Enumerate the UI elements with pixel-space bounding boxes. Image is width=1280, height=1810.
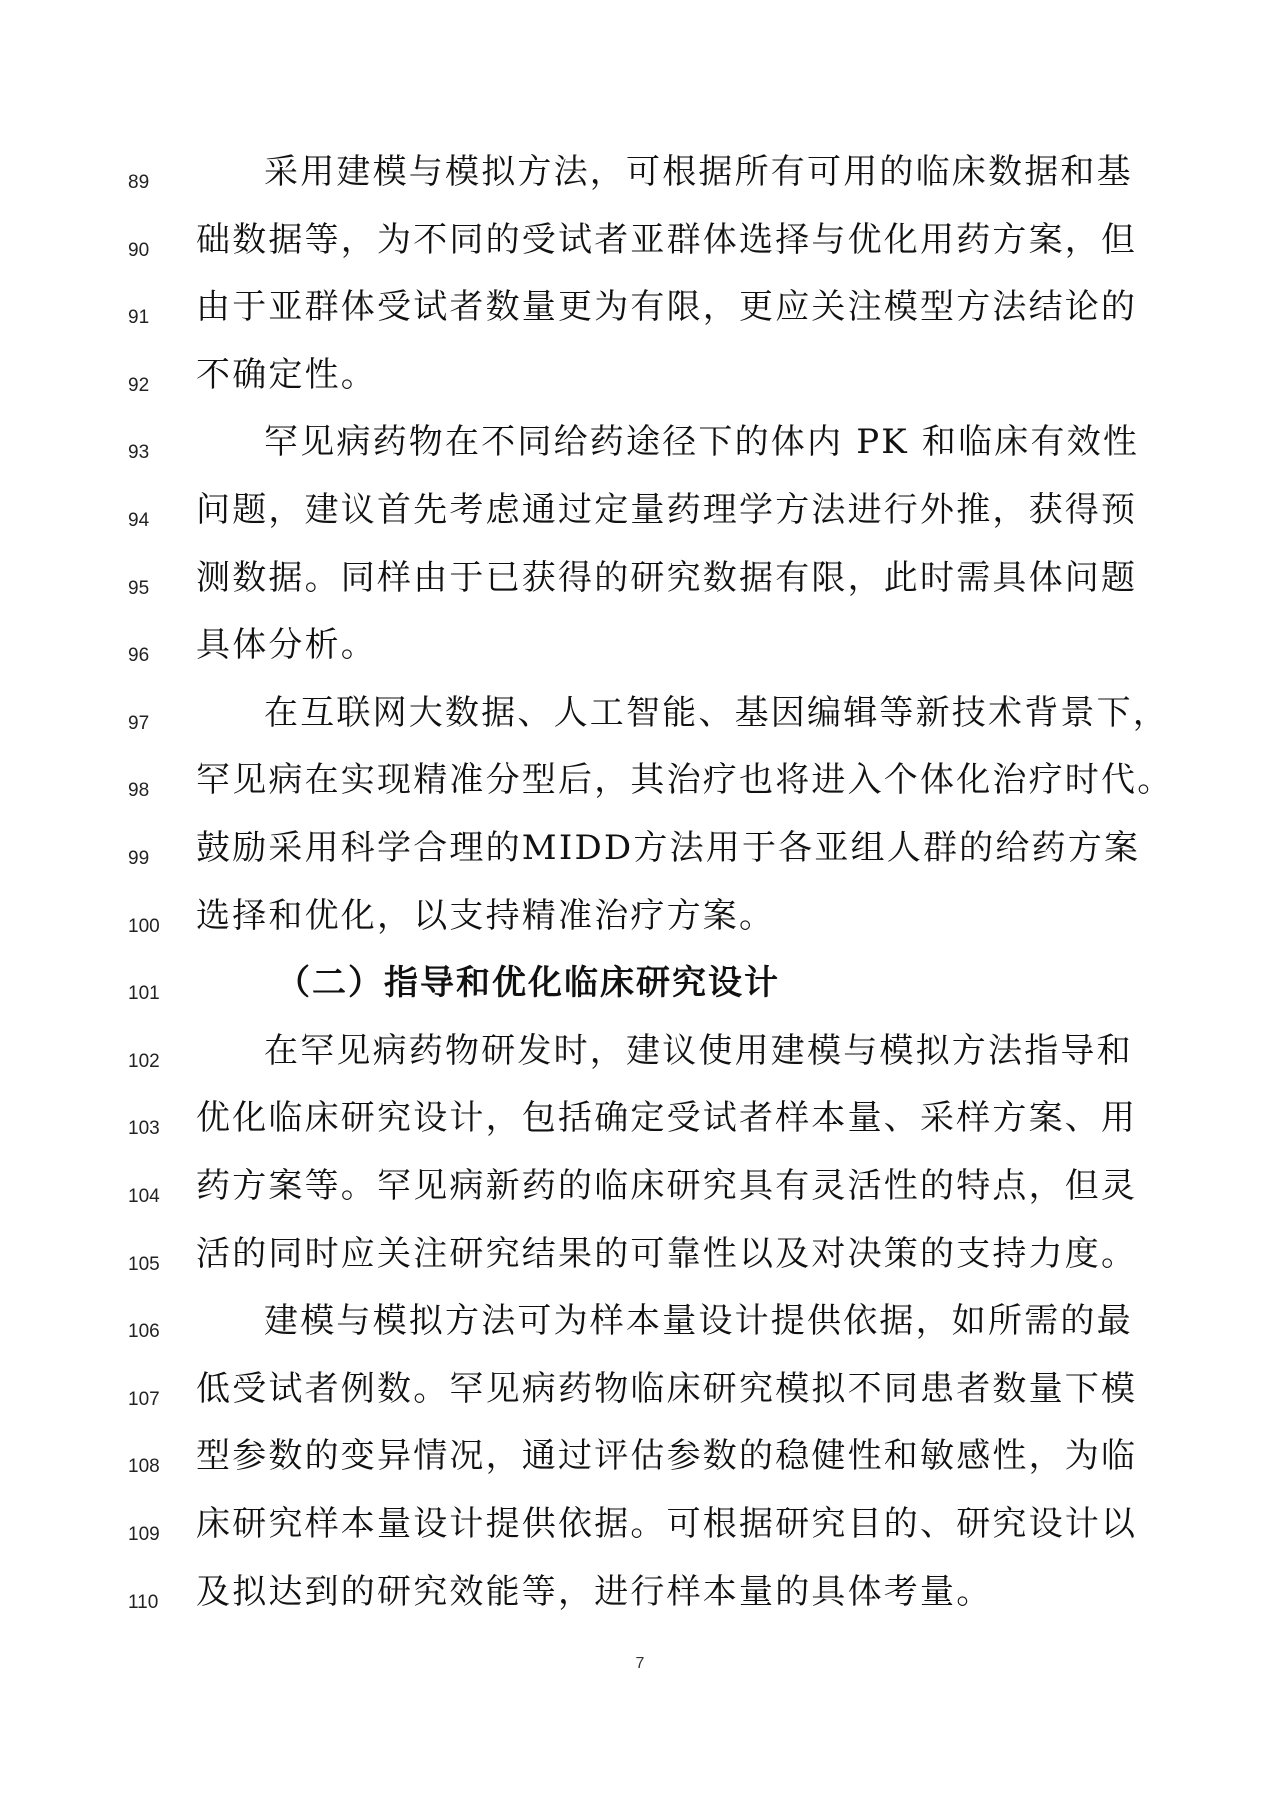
line-text: 测数据。同样由于已获得的研究数据有限，此时需具体问题 <box>196 557 1138 598</box>
text-line <box>0 890 1280 958</box>
line-text: 不确定性。 <box>196 354 377 395</box>
line-text: 在罕见病药物研发时，建议使用建模与模拟方法指导和 <box>264 1030 1133 1071</box>
section-heading: （二）指导和优化临床研究设计 <box>276 963 780 1004</box>
page-number: 7 <box>635 1655 645 1672</box>
line-text: 采用建模与模拟方法，可根据所有可用的临床数据和基 <box>264 152 1133 192</box>
line-number: 93 <box>128 442 150 464</box>
line-number: 106 <box>128 1321 160 1343</box>
text-line <box>0 619 1280 687</box>
text-line <box>0 552 1280 620</box>
line-number: 96 <box>128 645 150 667</box>
line-text: 活的同时应关注研究结果的可靠性以及对决策的支持力度。 <box>196 1233 1138 1274</box>
line-text: 药方案等。罕见病新药的临床研究具有灵活性的特点，但灵 <box>196 1166 1138 1206</box>
line-number: 99 <box>128 848 150 869</box>
text-line <box>0 1228 1280 1296</box>
line-number: 90 <box>128 239 150 261</box>
text-line <box>0 146 1280 214</box>
line-number: 102 <box>128 1050 160 1072</box>
line-number: 109 <box>128 1524 160 1545</box>
text-line <box>0 1092 1280 1160</box>
text-line <box>0 822 1280 890</box>
line-text: 建模与模拟方法可为样本量设计提供依据，如所需的最 <box>264 1301 1133 1342</box>
line-text: 罕见病在实现精准分型后，其治疗也将进入个体化治疗时代。 <box>196 760 1174 801</box>
line-text: 低受试者例数。罕见病药物临床研究模拟不同患者数量下模 <box>196 1368 1138 1409</box>
text-line <box>0 1025 1280 1093</box>
line-number: 98 <box>128 780 150 802</box>
line-text: 型参数的变异情况，通过评估参数的稳健性和敏感性，为临 <box>196 1436 1138 1477</box>
text-line <box>0 416 1280 484</box>
text-line <box>0 687 1280 755</box>
text-line <box>0 1430 1280 1498</box>
line-number: 89 <box>128 172 150 193</box>
line-number: 105 <box>128 1253 160 1275</box>
text-line <box>0 754 1280 822</box>
line-text: 具体分析。 <box>196 625 377 666</box>
text-line <box>0 1566 1280 1634</box>
line-text: 在互联网大数据、人工智能、基因编辑等新技术背景下， <box>264 692 1169 733</box>
text-line <box>0 484 1280 552</box>
line-number: 107 <box>128 1388 160 1410</box>
text-line <box>0 281 1280 349</box>
line-number: 104 <box>128 1186 160 1207</box>
text-line <box>0 1295 1280 1363</box>
line-number: 101 <box>128 983 160 1005</box>
line-text: 问题，建议首先考虑通过定量药理学方法进行外推，获得预 <box>196 490 1138 530</box>
text-line <box>0 349 1280 417</box>
line-number: 97 <box>128 712 150 734</box>
line-text: 鼓励采用科学合理的MIDD方法用于各亚组人群的给药方案 <box>196 828 1141 868</box>
text-line <box>0 1160 1280 1228</box>
line-text: 础数据等，为不同的受试者亚群体选择与优化用药方案，但 <box>196 219 1138 260</box>
line-text: 床研究样本量设计提供依据。可根据研究目的、研究设计以 <box>196 1504 1138 1544</box>
line-text: 罕见病药物在不同给药途径下的体内 PK 和临床有效性 <box>264 422 1140 463</box>
line-text: 由于亚群体受试者数量更为有限，更应关注模型方法结论的 <box>196 287 1138 328</box>
text-line <box>0 957 1280 1025</box>
line-number: 92 <box>128 374 150 396</box>
line-number: 103 <box>128 1118 160 1140</box>
line-text: 及拟达到的研究效能等，进行样本量的具体考量。 <box>196 1571 993 1612</box>
line-text: 优化临床研究设计，包括确定受试者样本量、采样方案、用 <box>196 1098 1138 1139</box>
text-line <box>0 1498 1280 1566</box>
text-line <box>0 214 1280 282</box>
line-number: 110 <box>128 1591 159 1613</box>
line-number: 108 <box>128 1456 160 1478</box>
line-number: 94 <box>128 510 150 531</box>
text-line <box>0 1363 1280 1431</box>
line-number: 91 <box>128 307 150 329</box>
line-text: 选择和优化，以支持精准治疗方案。 <box>196 895 776 936</box>
line-number: 95 <box>128 577 150 599</box>
line-number: 100 <box>128 915 160 937</box>
